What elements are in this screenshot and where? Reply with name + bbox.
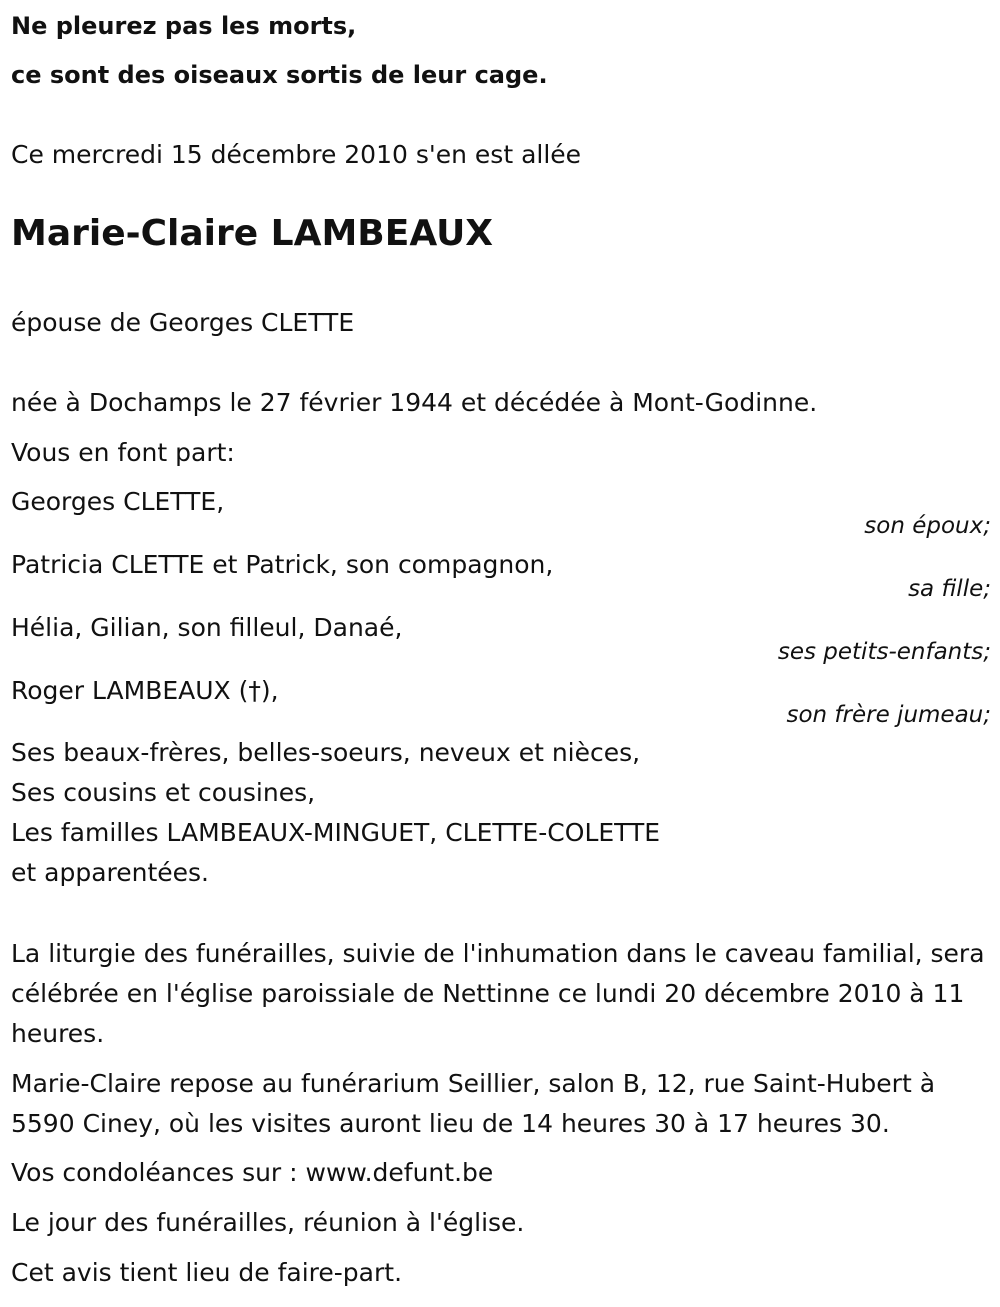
epigraph-line-1: Ne pleurez pas les morts, [11,12,357,40]
extended-family-line: Ses beaux-frères, belles-soeurs, neveux et nièces, [11,738,641,767]
spouse-line: épouse de Georges CLETTE [11,308,355,337]
condolences-line: Vos condoléances sur : www.defunt.be [11,1158,494,1187]
liturgy-paragraph: La liturgie des funérailles, suivie de l'inhumation dans le caveau familial, sera célébrée en l'église paroissiale de Nettinne ce lundi 20 décembre 2010 à 11 heures. [11,939,985,1048]
family-member-relation: sa fille; [908,576,991,602]
extended-family-line: et apparentées. [11,858,209,887]
funerarium-paragraph: Marie-Claire repose au funérarium Seillier, salon B, 12, rue Saint-Hubert à 5590 Ciney, où les visites auront lieu de 14 heures 30 à 17 heures 30. [11,1069,936,1138]
family-member-name: Patricia CLETTE et Patrick, son compagnon, [11,550,554,579]
extended-family-line: Les familles LAMBEAUX-MINGUET, CLETTE-COLETTE [11,818,661,847]
family-member-name: Georges CLETTE, [11,487,225,516]
family-member-relation: son frère jumeau; [786,702,991,728]
deceased-name: Marie-Claire LAMBEAUX [11,213,494,254]
epigraph-line-2: ce sont des oiseaux sortis de leur cage. [11,61,548,89]
intro-text: Ce mercredi 15 décembre 2010 s'en est allée [11,140,582,169]
notice-line: Cet avis tient lieu de faire-part. [11,1258,403,1287]
announce-line: Vous en font part: [11,438,235,467]
family-member-relation: ses petits-enfants; [777,639,991,665]
family-member-name: Hélia, Gilian, son filleul, Danaé, [11,613,403,642]
family-member-name: Roger LAMBEAUX (†), [11,676,279,705]
family-member-relation: son époux; [864,513,991,539]
extended-family-line: Ses cousins et cousines, [11,778,316,807]
birth-death-line: née à Dochamps le 27 février 1944 et décédée à Mont-Godinne. [11,388,818,417]
gathering-line: Le jour des funérailles, réunion à l'église. [11,1208,525,1237]
